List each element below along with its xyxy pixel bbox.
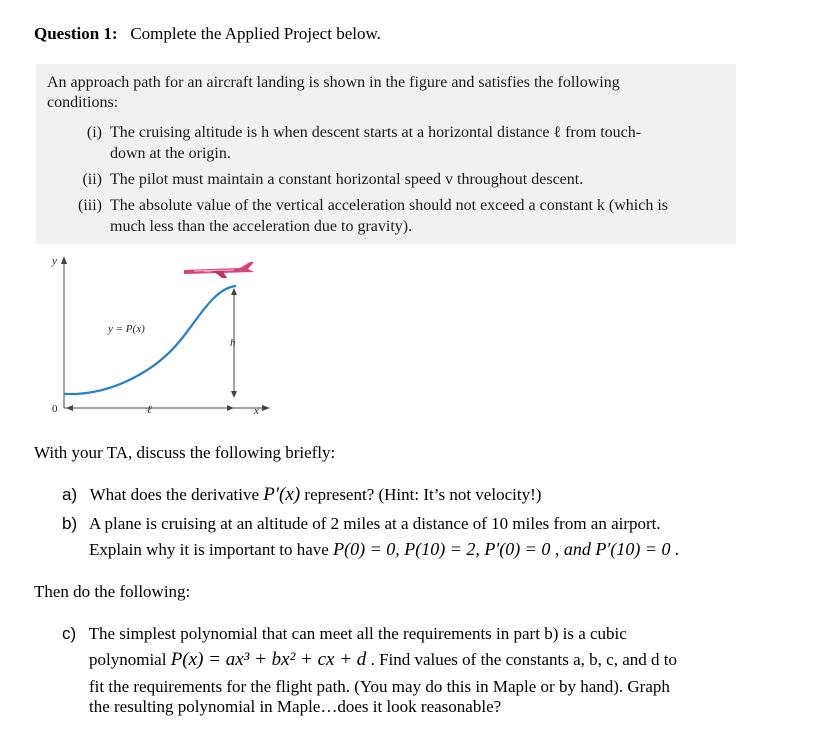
condition-line: The pilot must maintain a constant horizontal speed v throughout descent. xyxy=(110,171,584,188)
item-a-label: a) xyxy=(62,485,78,504)
distance-arrow-head xyxy=(66,405,73,411)
condition-number: (ii) xyxy=(82,171,102,188)
condition-number: (i) xyxy=(86,124,102,141)
x-axis-arrow xyxy=(262,405,270,411)
item-a-math: P′(x) xyxy=(263,484,301,505)
condition-line: much less than the acceleration due to gravity). xyxy=(110,218,413,235)
approach-curve xyxy=(64,286,236,394)
approach-path-figure xyxy=(44,252,274,422)
conditions-list xyxy=(62,123,742,243)
item-a-text2: represent? (Hint: It’s not velocity!) xyxy=(304,485,542,504)
airplane-icon xyxy=(184,262,254,278)
plane-livery: ━━━━ xyxy=(204,270,212,274)
origin-label: 0 xyxy=(52,403,58,415)
project-intro xyxy=(47,73,620,113)
height-label: h xyxy=(230,337,236,349)
question-heading xyxy=(34,24,381,44)
item-b-line1: A plane is cruising at an altitude of 2 miles at a distance of 10 miles from an airport. xyxy=(88,514,661,533)
y-axis-label: y xyxy=(52,255,57,267)
item-c-line2-math: P(x) = ax³ + bx² + cx + d xyxy=(170,649,367,670)
item-c-line2 xyxy=(89,649,677,671)
item-b-line2 xyxy=(89,539,680,560)
height-arrow-head xyxy=(231,288,237,295)
item-a xyxy=(62,484,541,506)
condition-line: The cruising altitude is h when descent starts at a horizontal distance ℓ from touch- xyxy=(110,124,642,141)
y-axis-arrow xyxy=(61,256,67,264)
item-b xyxy=(62,514,661,534)
item-c-line2-text2: . Find values of the constants a, b, c, and d to xyxy=(370,650,677,669)
distance-label: ℓ xyxy=(147,404,152,416)
item-c-line2-text1: polynomial xyxy=(89,650,167,669)
project-intro-line2: conditions: xyxy=(47,94,119,111)
item-c xyxy=(62,624,627,644)
x-axis-label: x xyxy=(254,405,259,417)
question-text: Complete the Applied Project below. xyxy=(130,24,381,43)
then-heading: Then do the following: xyxy=(34,582,191,601)
height-arrow-head xyxy=(231,391,237,398)
condition-number: (iii) xyxy=(78,197,102,214)
question-label: Question 1: xyxy=(34,24,118,43)
condition-line: The absolute value of the vertical acceleration should not exceed a constant k (which is xyxy=(110,197,669,214)
project-intro-line1: An approach path for an aircraft landing is shown in the figure and satisfies the following xyxy=(47,74,620,91)
item-c-label: c) xyxy=(62,624,77,643)
curve-label: y = P(x) xyxy=(108,323,145,335)
item-c-line4: the resulting polynomial in Maple…does it look reasonable? xyxy=(89,697,502,716)
item-a-text: What does the derivative xyxy=(89,485,260,504)
distance-arrow-head xyxy=(227,405,234,411)
condition-line: down at the origin. xyxy=(110,145,231,162)
discuss-heading: With your TA, discuss the following briefly: xyxy=(34,443,336,462)
item-b-line2-math: P(0) = 0, P(10) = 2, P′(0) = 0 , and P′(10) = 0 . xyxy=(333,539,680,559)
item-b-label: b) xyxy=(62,514,78,533)
item-c-line1: The simplest polynomial that can meet all the requirements in part b) is a cubic xyxy=(88,624,627,643)
item-b-line2-text: Explain why it is important to have xyxy=(89,540,329,559)
item-c-line3: fit the requirements for the flight path. (You may do this in Maple or by hand). Graph xyxy=(89,677,670,696)
